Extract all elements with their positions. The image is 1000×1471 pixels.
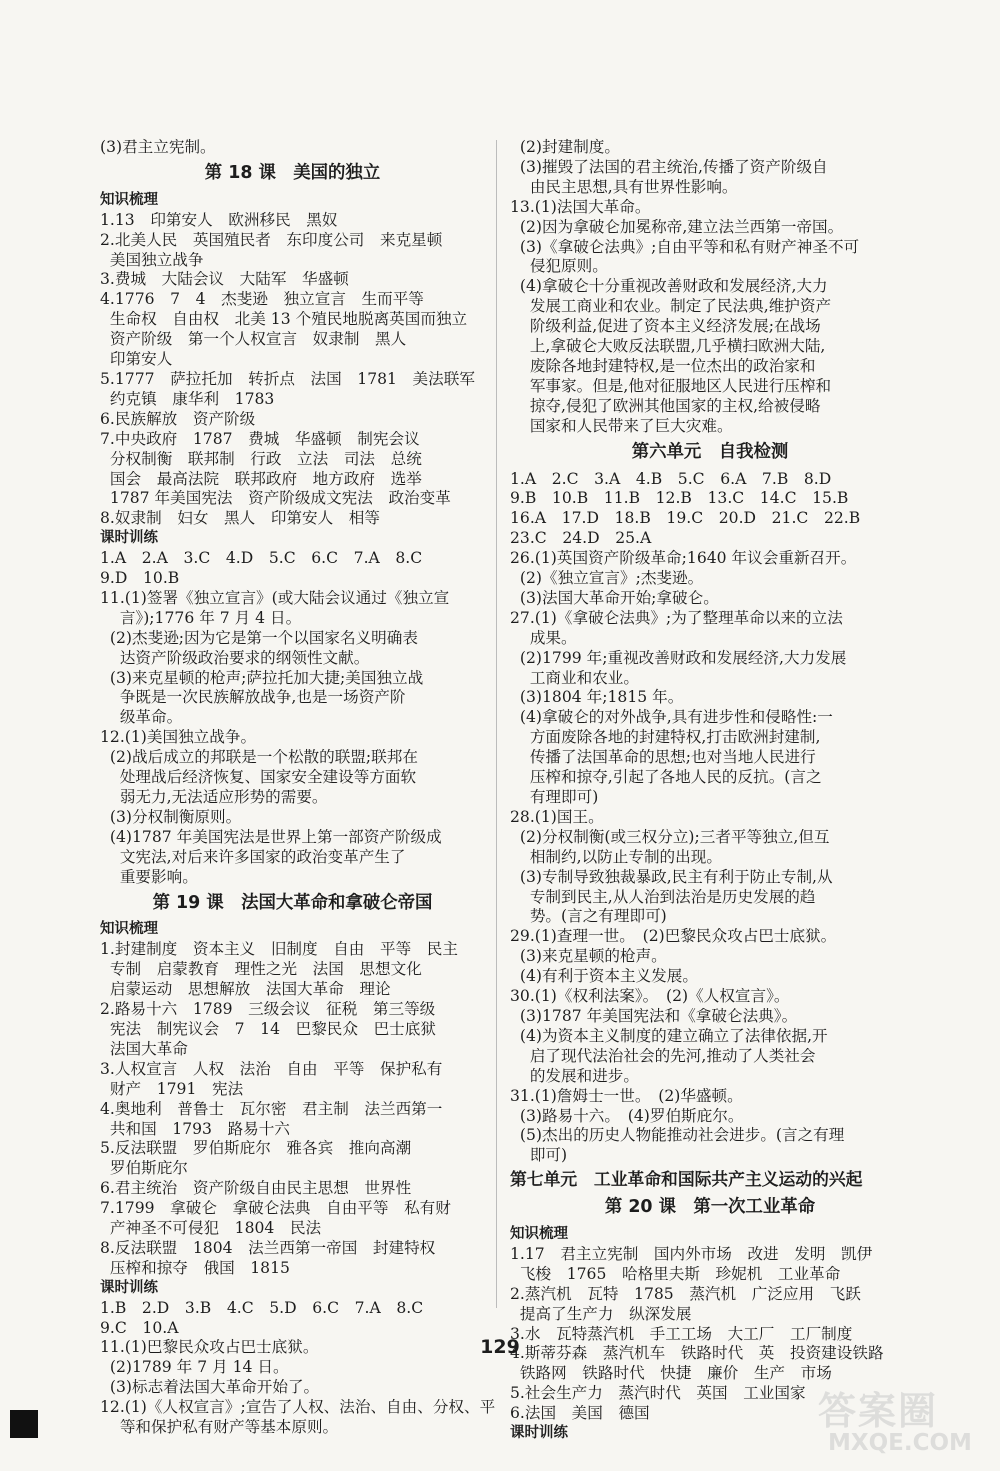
text-line: (3)《拿破仑法典》;自由平等和私有财产神圣不可 [510,237,860,256]
text-line: 由民主思想,具有世界性影响。 [510,177,738,196]
text-line: 财产 1791 宪法 [100,1079,244,1098]
text-line: 相制约,以防止专制的出现。 [510,847,722,866]
text-line: 约克镇 康华利 1783 [100,389,275,408]
text-line: 16.A 17.D 18.B 19.C 20.D 21.C 22.B [510,509,861,528]
text-line: 9.B 10.B 11.B 12.B 13.C 14.C 15.B [510,489,849,508]
text-line: (3)专制导致独裁暴政,民主有利于防止专制,从 [510,867,833,886]
text-line: 成果。 [510,628,577,647]
text-line: 启蒙运动 思想解放 法国大革命 理论 [100,980,391,999]
page-number: 129 [480,1336,520,1358]
text-line: (4)拿破仑十分重视改善财政和发展经济,大力 [510,277,828,296]
text-line: 废除各地封建特权,是一位杰出的政治家和 [510,356,816,375]
text-line: 2.蒸汽机 瓦特 1785 蒸汽机 广泛应用 飞跃 [510,1284,861,1303]
text-line: (4)为资本主义制度的建立确立了法律依据,开 [510,1026,828,1045]
text-line: 法国大革命 [100,1039,188,1058]
text-line: (3)分权制衡原则。 [100,807,242,826]
text-line: 29.(1)查理一世。 (2)巴黎民众攻占巴士底狱。 [510,927,837,946]
text-line: 启了现代法治社会的先河,推动了人类社会 [510,1046,816,1065]
text-line: 上,拿破仑大败反法联盟,几乎横扫欧洲大陆, [510,337,826,356]
section-heading: 课时训练 [510,1425,568,1442]
unit-heading: 第七单元 工业革命和国际共产主义运动的兴起 [510,1169,863,1190]
text-line: 1.17 君主立宪制 国内外市场 改进 发明 凯伊 [510,1244,873,1263]
text-line: 1.13 印第安人 欧洲移民 黑奴 [100,210,338,229]
text-line: 发展工商业和农业。制定了民法典,维护资产 [510,297,832,316]
text-line: (3)1804 年;1815 年。 [510,688,684,707]
text-line: (3)来克星顿的枪声。 [510,947,667,966]
text-line: (3)摧毁了法国的君主统治,传播了资产阶级自 [510,157,828,176]
watermark [818,1380,988,1462]
text-line: 宪法 制宪议会 7 14 巴黎民众 巴士底狱 [100,1019,436,1038]
text-line: 13.(1)法国大革命。 [510,197,651,216]
watermark-url: MXQE.COM [828,1430,972,1456]
text-line: 即可) [510,1146,568,1165]
left-column [100,138,496,1438]
text-line: 5.社会生产力 蒸汽时代 英国 工业国家 [510,1384,806,1403]
section-heading: 知识梳理 [100,191,158,208]
text-line: 12.(1)美国独立战争。 [100,728,257,747]
text-line: 罗伯斯庇尔 [100,1159,188,1178]
text-line: 压榨和掠夺,引起了各地人民的反抗。(言之 [510,768,822,787]
text-line: (3)路易十六。 (4)罗伯斯庇尔。 [510,1106,744,1125]
text-line: 压榨和掠夺 俄国 1815 [100,1258,290,1277]
text-line: (2)分权制衡(或三权分立);三者平等独立,但互 [510,827,830,846]
text-line: 7.1799 拿破仑 拿破仑法典 自由平等 私有财 [100,1199,451,1218]
text-line: 印第安人 [100,350,173,369]
text-line: 言》);1776 年 7 月 4 日。 [100,608,302,627]
text-line: 掠夺,侵犯了欧洲其他国家的主权,给被侵略 [510,396,821,415]
text-line: 23.C 24.D 25.A [510,529,652,548]
text-line: 7.中央政府 1787 费城 华盛顿 制宪会议 [100,429,420,448]
text-line: 28.(1)国王。 [510,807,604,826]
text-line: 3.费城 大陆会议 大陆军 华盛顿 [100,270,349,289]
text-line: 5.反法联盟 罗伯斯庇尔 雅各宾 推向高潮 [100,1139,412,1158]
text-line: 专制到民主,从人治到法治是历史发展的趋 [510,887,816,906]
text-line: (2)1789 年 7 月 14 日。 [100,1358,289,1377]
text-line: (2)杰斐逊;因为它是第一个以国家名义明确表 [100,628,418,647]
text-line: (3)1787 年美国宪法和《拿破仑法典》。 [510,1006,798,1025]
lesson-title: 第六单元 自我检测 [631,441,789,462]
text-line: 4.奥地利 普鲁士 瓦尔密 君主制 法兰西第一 [100,1099,443,1118]
text-line: 9.D 10.B [100,569,180,588]
lesson-title: 第 20 课 第一次工业革命 [604,1197,816,1218]
text-line: 9.C 10.A [100,1318,179,1337]
text-line: 产神圣不可侵犯 1804 民法 [100,1219,322,1238]
text-line: (3)来克星顿的枪声;萨拉托加大捷;美国独立战 [100,668,424,687]
text-line: 工商业和农业。 [510,668,639,687]
text-line: 有理即可) [510,788,599,806]
section-heading: 知识梳理 [100,921,158,938]
text-line: (4)有利于资本主义发展。 [510,967,698,986]
text-line: 3.人权宣言 人权 法治 自由 平等 保护私有 [100,1059,443,1078]
text-line: 8.奴隶制 妇女 黑人 印第安人 相等 [100,509,380,528]
text-line: 重要影响。 [100,867,198,886]
text-line: 分权制衡 联邦制 行政 立法 司法 总统 [100,449,422,468]
text-line: 1787 年美国宪法 资产阶级成文宪法 政治变革 [100,489,451,508]
text-line: (4)1787 年美国宪法是世界上第一部资产阶级成 [100,827,442,846]
text-line: (2)《独立宣言》;杰斐逊。 [510,569,704,588]
text-line: 势。(言之有理即可) [510,907,667,926]
text-line: (5)杰出的历史人物能推动社会进步。(言之有理 [510,1126,845,1145]
text-line: 2.路易十六 1789 三级会议 征税 第三等级 [100,1000,436,1019]
text-line: 方面废除各地的封建特权,打击欧洲封建制, [510,728,821,747]
section-heading: 课时训练 [100,530,158,547]
text-line: (2)战后成立的邦联是一个松散的联盟;联邦在 [100,748,418,767]
text-line: 级革命。 [100,708,183,727]
text-line: 专制 启蒙教育 理性之光 法国 思想文化 [100,960,422,979]
text-line: (4)拿破仑的对外战争,具有进步性和侵略性:一 [510,708,833,727]
text-line: 铁路网 铁路时代 快捷 廉价 生产 市场 [510,1364,832,1383]
text-line: 4.1776 7 4 杰斐逊 独立宣言 生而平等 [100,290,424,309]
text-line: 2.北美人民 英国殖民者 东印度公司 来克星顿 [100,230,443,249]
lesson-title: 第 19 课 法国大革命和拿破仑帝国 [152,892,433,913]
text-line: 美国独立战争 [100,250,204,269]
text-line: 6.君主统治 资产阶级自由民主思想 世界性 [100,1179,412,1198]
text-line: 1.A 2.C 3.A 4.B 5.C 6.A 7.B 8.D [510,469,832,488]
text-line: 争既是一次民族解放战争,也是一场资产阶 [100,688,406,707]
section-heading: 课时训练 [100,1279,158,1296]
text-line: 12.(1)《人权宣言》;宣告了人权、法治、自由、分权、平 [100,1398,496,1417]
text-line: 提高了生产力 纵深发展 [510,1304,692,1323]
text-line: 等和保护私有财产等基本原则。 [100,1418,339,1437]
text-line: 30.(1)《权利法案》。 (2)《人权宣言》。 [510,987,790,1006]
text-line: 11.(1)巴黎民众攻占巴士底狱。 [100,1338,319,1357]
text-line: 资产阶级 第一个人权宣言 奴隶制 黑人 [100,330,407,349]
text-line: 5.1777 萨拉托加 转折点 法国 1781 美法联军 [100,369,475,388]
text-line: 侵犯原则。 [510,257,608,276]
text-line: 飞梭 1765 哈格里夫斯 珍妮机 工业革命 [510,1264,841,1283]
text-line: 的发展和进步。 [510,1066,639,1085]
text-line: 军事家。但是,他对征服地区人民进行压榨和 [510,376,832,395]
text-line: 4.斯蒂芬森 蒸汽机车 铁路时代 英 投资建设铁路 [510,1344,884,1363]
text-line: (3)法国大革命开始;拿破仑。 [510,588,719,607]
text-line: 1.封建制度 资本主义 旧制度 自由 平等 民主 [100,940,458,959]
text-line: 文宪法,对后来许多国家的政治变革产生了 [100,847,406,866]
text-line: (3)标志着法国大革命开始了。 [100,1378,320,1397]
text-line: 31.(1)詹姆士一世。 (2)华盛顿。 [510,1086,743,1105]
text-line: 27.(1)《拿破仑法典》;为了整理革命以来的立法 [510,608,843,627]
text-line: (2)1799 年;重视改善财政和发展经济,大力发展 [510,648,847,667]
text-line: 6.民族解放 资产阶级 [100,409,256,428]
text-line: 8.反法联盟 1804 法兰西第一帝国 封建特权 [100,1238,436,1257]
text-line: 1.A 2.A 3.C 4.D 5.C 6.C 7.A 8.C [100,549,423,568]
corner-marker [10,1410,38,1438]
text-line: 生命权 自由权 北美 13 个殖民地脱离英国而独立 [100,310,468,329]
text-line: 11.(1)签署《独立宣言》(或大陆会议通过《独立宣 [100,588,450,607]
watermark-logo-text: 答案圈 [818,1389,939,1433]
text-line: 1.B 2.D 3.B 4.C 5.D 6.C 7.A 8.C [100,1298,424,1317]
text-line: (3)君主立宪制。 [100,138,216,156]
text-line: 传播了法国革命的思想;也对当地人民进行 [510,748,816,767]
right-column [510,138,910,1444]
section-heading: 知识梳理 [510,1226,568,1243]
column-divider [496,140,497,1308]
text-line: 达资产阶级政治要求的纲领性文献。 [100,648,370,667]
text-line: (2)封建制度。 [510,138,620,156]
text-line: 处理战后经济恢复、国家安全建设等方面软 [100,768,417,787]
text-line: 阶级利益,促进了资本主义经济发展;在战场 [510,317,821,336]
text-line: 3.水 瓦特蒸汽机 手工工场 大工厂 工厂制度 [510,1324,853,1343]
text-line: 弱无力,无法适应形势的需要。 [100,788,328,806]
text-line: (2)因为拿破仑加冕称帝,建立法兰西第一帝国。 [510,217,844,236]
text-line: 26.(1)英国资产阶级革命;1640 年议会重新召开。 [510,549,857,568]
text-line: 共和国 1793 路易十六 [100,1119,290,1138]
lesson-title: 第 18 课 美国的独立 [204,162,381,183]
text-line: 国会 最高法院 联邦政府 地方政府 选举 [100,469,422,488]
text-line: 国家和人民带来了巨大灾难。 [510,416,733,435]
text-line: 6.法国 美国 德国 [510,1404,650,1423]
